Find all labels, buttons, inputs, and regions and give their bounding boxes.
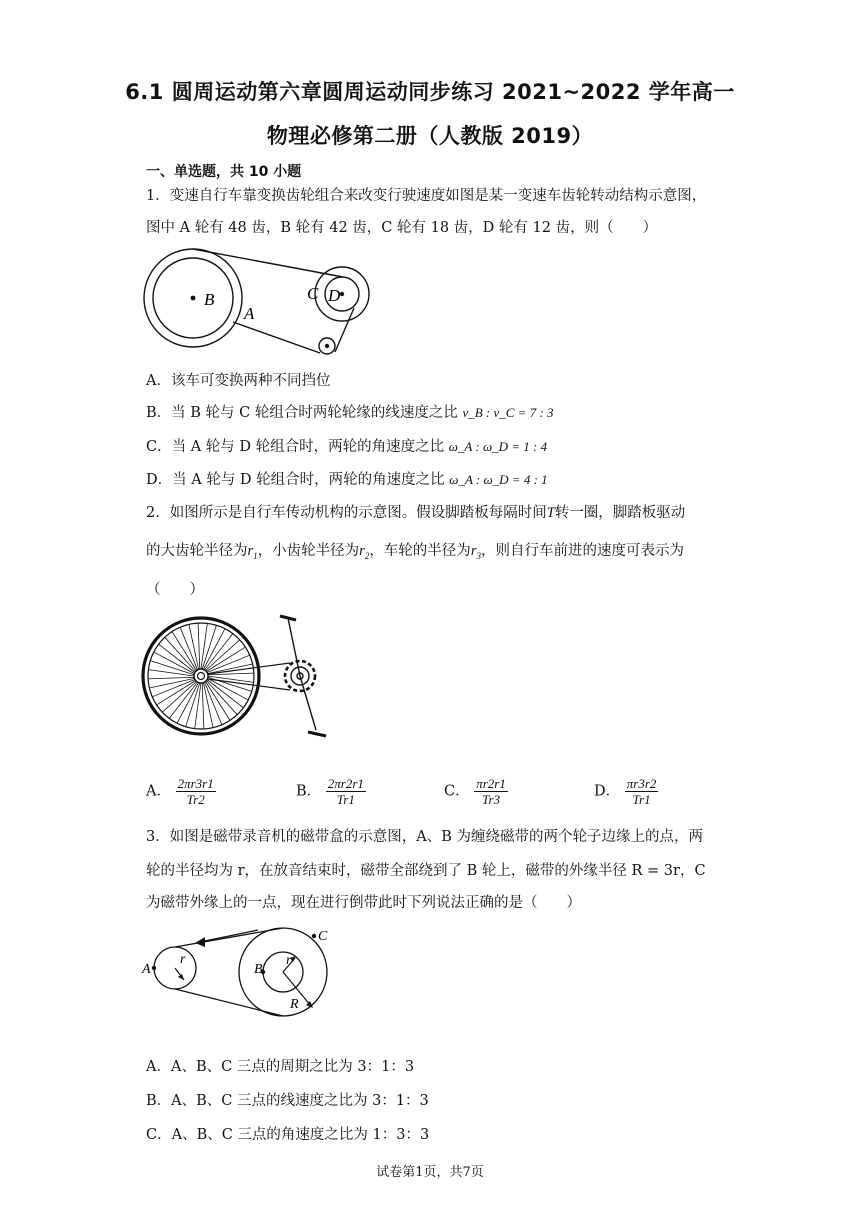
q1-text-line-2: 图中 A 轮有 48 齿，B 轮有 42 齿，C 轮有 18 齿，D 轮有 12 齿，则（ ）: [146, 220, 658, 236]
q2-symbol-r1: $r_1$: [247, 543, 258, 561]
wheel-spoke: [169, 682, 197, 718]
wheel-spoke: [202, 683, 204, 729]
wheel-spoke: [148, 677, 194, 679]
q2-text-1c: 转一圈，脚踏板驱动: [554, 505, 686, 521]
q3-option-c: C．A、B、C 三点的角速度之比为 1：3：3: [146, 1127, 430, 1143]
q1-gear-diagram: [140, 246, 380, 364]
q1-label-a: A: [244, 304, 255, 323]
q3-label-b: B: [254, 962, 263, 977]
q3-label-r-big: r: [286, 953, 292, 968]
q2-text-2a: 的大齿轮半径为: [146, 543, 248, 559]
q2-text-line-3: （ ）: [146, 582, 204, 598]
wheel-spoke: [149, 678, 194, 688]
q3-label-c: C: [318, 929, 328, 944]
q2-bicycle-diagram: [140, 608, 340, 744]
q1-option-c-text: C．当 A 轮与 D 轮组合时，两轮的角速度之比: [146, 439, 445, 455]
q1-option-b: [146, 401, 554, 422]
q1-option-a: A．该车可变换两种不同挡位: [146, 373, 331, 389]
q2-option-c-denominator: Tr3: [482, 792, 501, 807]
q2-option-d: [594, 776, 658, 807]
q2-option-a-denominator: Tr2: [186, 792, 205, 807]
q2-option-c-label: C．: [444, 783, 470, 800]
q2-option-c-numerator: πr2r1: [476, 776, 506, 791]
q1-label-d: D: [328, 286, 341, 305]
q2-option-d-label: D．: [594, 783, 621, 800]
q2-option-b: [296, 776, 366, 807]
q2-text-line-1: [146, 503, 685, 523]
q2-text-2b: ，小齿轮半径为: [257, 543, 360, 559]
page-footer: 试卷第1页，共7页: [376, 1165, 484, 1180]
q3-option-b: B．A、B、C 三点的线速度之比为 3：1：3: [146, 1093, 429, 1109]
q2-option-b-numerator: 2πr2r1: [327, 776, 364, 791]
q3-label-r-small: r: [180, 952, 186, 967]
q1-option-c-math: ω_A : ω_D = 1 : 4: [448, 439, 548, 454]
wheel-spoke: [203, 683, 213, 728]
q1-option-b-math: v_B : v_C = 7 : 3: [462, 405, 554, 420]
q1-option-d: [146, 468, 548, 489]
q2-option-d-fraction: [625, 776, 659, 807]
q2-text-2d: ，则自行车前进的速度可表示为: [480, 543, 684, 559]
q2-option-b-label: B．: [296, 783, 322, 800]
q2-option-b-denominator: Tr1: [336, 792, 355, 807]
q2-symbol-r2: $r_2$: [359, 543, 370, 561]
q3-text-line-2: 轮的半径均为 r，在放音结束时，磁带全部绕到了 B 轮上，磁带的外缘半径 R = 3r，C: [146, 863, 706, 879]
q1-option-d-text: D．当 A 轮与 D 轮组合时，两轮的角速度之比: [146, 472, 445, 488]
q2-text-line-2: [146, 541, 684, 566]
q2-option-a-fraction: [176, 776, 216, 807]
q3-text-line-3: 为磁带外缘上的一点，现在进行倒带此时下列说法正确的是（ ）: [146, 895, 581, 911]
q2-text-2c: ，车轮的半径为: [369, 543, 471, 559]
q1-option-d-math: ω_A : ω_D = 4 : 1: [449, 472, 548, 487]
q2-symbol-r3: $r_3$: [470, 543, 481, 561]
q1-label-c: C: [307, 284, 319, 303]
q2-option-c: [444, 776, 508, 807]
wheel-spoke: [207, 680, 243, 708]
q2-option-a-numerator: 2πr3r1: [177, 776, 214, 791]
q2-option-a: [146, 776, 216, 807]
q2-option-b-fraction: [326, 776, 366, 807]
q2-option-d-numerator: πr3r2: [626, 776, 657, 791]
page-title-line-2: 物理必修第二册（人教版 2019）: [266, 124, 594, 148]
wheel-spoke: [189, 624, 199, 669]
q3-option-a: A．A、B、C 三点的周期之比为 3：1：3: [146, 1059, 415, 1075]
q2-option-a-label: A．: [146, 783, 171, 800]
q1-label-b: B: [204, 290, 215, 309]
section-heading: 一、单选题，共 10 小题: [146, 164, 302, 180]
q1-option-c: [146, 435, 547, 456]
q2-option-d-denominator: Tr1: [632, 792, 651, 807]
q1-text-line-1: 1．变速自行车靠变换齿轮组合来改变行驶速度如图是某一变速车齿轮转动结构示意图，: [146, 188, 707, 204]
wheel-spoke: [159, 644, 195, 672]
q3-label-a: A: [142, 962, 151, 977]
q3-tape-diagram: [140, 916, 340, 1026]
q2-option-c-fraction: [474, 776, 508, 807]
q3-label-big-r: R: [290, 997, 299, 1012]
wheel-spoke: [198, 623, 200, 669]
page-title-line-1: 6.1 圆周运动第六章圆周运动同步练习 2021~2022 学年高一: [125, 80, 735, 104]
wheel-spoke: [205, 634, 233, 670]
q2-symbol-t: T: [546, 505, 555, 521]
q3-text-line-1: 3．如图是磁带录音机的磁带盒的示意图，A、B 为缠绕磁带的两个轮子边缘上的点，两: [146, 829, 703, 845]
q1-option-b-text: B．当 B 轮与 C 轮组合时两轮轮缘的线速度之比: [146, 405, 458, 421]
q2-text-1a: 2．如图所示是自行车传动机构的示意图。假设脚踏板每隔时间: [146, 505, 547, 521]
